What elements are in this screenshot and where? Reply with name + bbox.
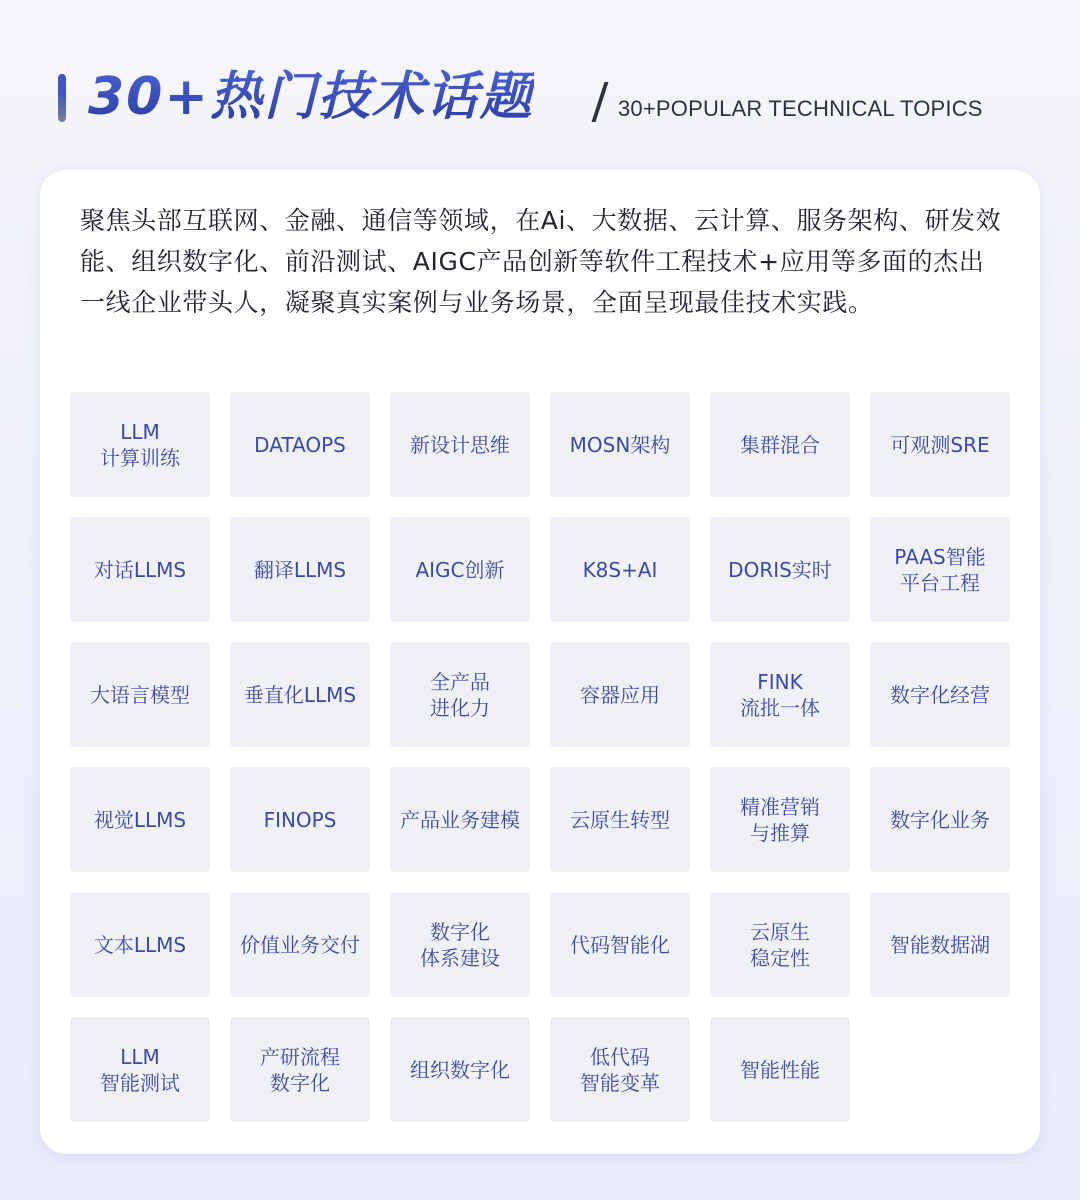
- topic-tile: 数字化经营: [870, 642, 1010, 747]
- topic-tile: MOSN架构: [550, 392, 690, 497]
- topic-tile: LLM 智能测试: [70, 1017, 210, 1122]
- topic-tile: 云原生 稳定性: [710, 892, 850, 997]
- topic-tile: 可观测SRE: [870, 392, 1010, 497]
- topic-tile: 翻译LLMS: [230, 517, 370, 622]
- topic-tile: 组织数字化: [390, 1017, 530, 1122]
- topic-tile: 智能性能: [710, 1017, 850, 1122]
- topic-tile: LLM 计算训练: [70, 392, 210, 497]
- topic-tile: 代码智能化: [550, 892, 690, 997]
- topics-card: [40, 170, 1040, 1154]
- topic-tile: 产品业务建模: [390, 767, 530, 872]
- section-subtitle: 30+POPULAR TECHNICAL TOPICS: [618, 96, 983, 121]
- topic-tile: 精准营销 与推算: [710, 767, 850, 872]
- topic-tile: DORIS实时: [710, 517, 850, 622]
- topic-tile: 数字化 体系建设: [390, 892, 530, 997]
- topic-tile: 数字化业务: [870, 767, 1010, 872]
- topic-tile: 容器应用: [550, 642, 690, 747]
- slash-divider: [592, 82, 609, 122]
- section-title: 30+热门技术话题: [88, 62, 534, 132]
- topic-tile: 垂直化LLMS: [230, 642, 370, 747]
- topic-tile: AIGC创新: [390, 517, 530, 622]
- topic-tile: 文本LLMS: [70, 892, 210, 997]
- intro-paragraph: 聚焦头部互联网、金融、通信等领域，在Ai、大数据、云计算、服务架构、研发效能、组织数字化、前沿测试、AIGC产品创新等软件工程技术+应用等多面的杰出一线企业带头人，凝聚真实案例与业务场景，全面呈现最佳技术实践。: [80, 206, 1002, 317]
- topic-tile: 价值业务交付: [230, 892, 370, 997]
- topic-tile: 智能数据湖: [870, 892, 1010, 997]
- section-header: [58, 62, 1018, 132]
- topic-tile: 视觉LLMS: [70, 767, 210, 872]
- topic-tile: 对话LLMS: [70, 517, 210, 622]
- topic-tile: K8S+AI: [550, 517, 690, 622]
- topic-tile: 低代码 智能变革: [550, 1017, 690, 1122]
- topic-tile: 集群混合: [710, 392, 850, 497]
- topic-tile: 云原生转型: [550, 767, 690, 872]
- topic-tile: 大语言模型: [70, 642, 210, 747]
- topics-grid: [70, 392, 1010, 1122]
- topic-tile: FINK 流批一体: [710, 642, 850, 747]
- topic-tile: 全产品 进化力: [390, 642, 530, 747]
- header-accent-bar: [58, 74, 66, 122]
- topic-tile: PAAS智能 平台工程: [870, 517, 1010, 622]
- topic-tile: 新设计思维: [390, 392, 530, 497]
- topic-tile: 产研流程 数字化: [230, 1017, 370, 1122]
- empty-tile-slot: [870, 1017, 1010, 1122]
- topic-tile: FINOPS: [230, 767, 370, 872]
- topic-tile: DATAOPS: [230, 392, 370, 497]
